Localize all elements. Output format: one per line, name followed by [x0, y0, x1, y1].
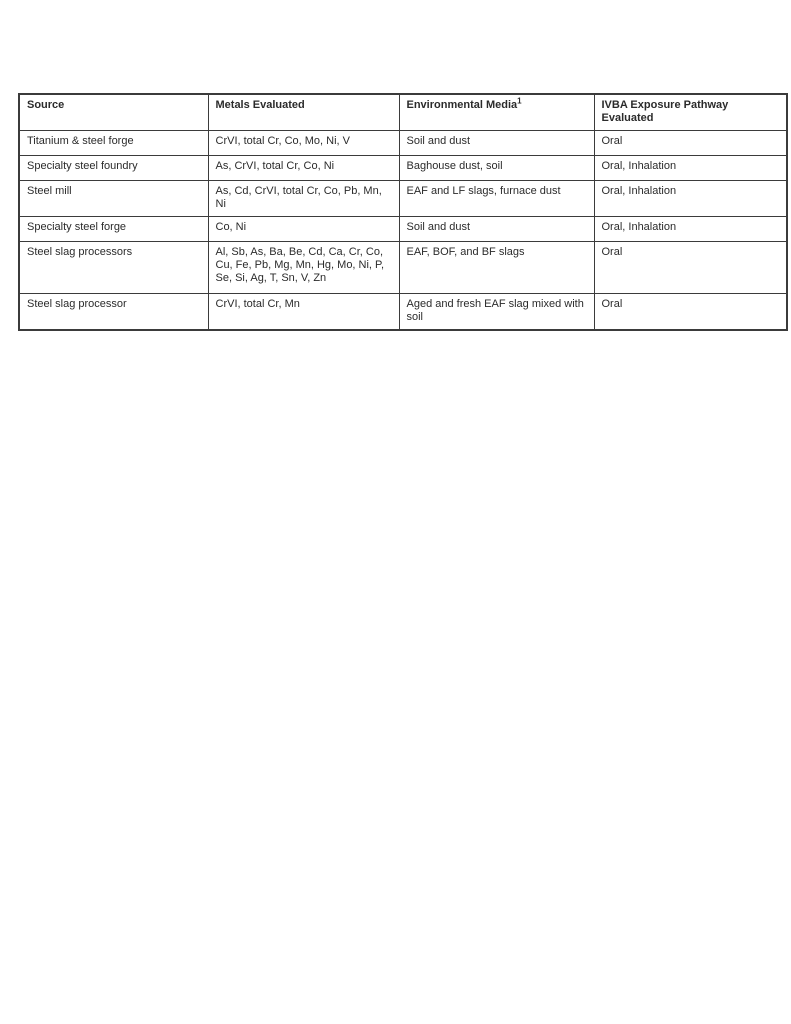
cell-metals-evaluated: Al, Sb, As, Ba, Be, Cd, Ca, Cr, Co, Cu, Fe, Pb, Mg, Mn, Hg, Mo, Ni, P, Se, Si, Ag, T, Sn, V, Zn	[208, 242, 399, 294]
cell-exposure-pathway: Oral	[594, 294, 787, 331]
cell-source: Specialty steel forge	[19, 217, 208, 242]
column-header-environmental-media	[399, 94, 594, 131]
footnote-marker: 1	[517, 96, 522, 106]
cell-source: Steel slag processor	[19, 294, 208, 331]
column-header-ivba-exposure-pathway	[594, 94, 787, 131]
table-row	[19, 131, 787, 156]
cell-metals-evaluated: CrVI, total Cr, Co, Mo, Ni, V	[208, 131, 399, 156]
table-header-row	[19, 94, 787, 131]
table-row	[19, 294, 787, 331]
cell-source: Steel mill	[19, 181, 208, 217]
cell-exposure-pathway: Oral	[594, 131, 787, 156]
cell-environmental-media: Baghouse dust, soil	[399, 156, 594, 181]
cell-source: Specialty steel foundry	[19, 156, 208, 181]
cell-exposure-pathway: Oral, Inhalation	[594, 181, 787, 217]
cell-exposure-pathway: Oral, Inhalation	[594, 156, 787, 181]
cell-metals-evaluated: As, CrVI, total Cr, Co, Ni	[208, 156, 399, 181]
cell-environmental-media: Soil and dust	[399, 217, 594, 242]
cell-exposure-pathway: Oral	[594, 242, 787, 294]
table-row	[19, 217, 787, 242]
cell-environmental-media: EAF, BOF, and BF slags	[399, 242, 594, 294]
cell-metals-evaluated: As, Cd, CrVI, total Cr, Co, Pb, Mn, Ni	[208, 181, 399, 217]
cell-environmental-media: EAF and LF slags, furnace dust	[399, 181, 594, 217]
cell-environmental-media: Soil and dust	[399, 131, 594, 156]
cell-source: Steel slag processors	[19, 242, 208, 294]
column-header-label: IVBA Exposure Pathway Evaluated	[601, 99, 729, 124]
table-row	[19, 156, 787, 181]
exposure-study-table	[18, 93, 788, 331]
cell-metals-evaluated: Co, Ni	[208, 217, 399, 242]
column-header-label: Source	[27, 99, 65, 111]
cell-source: Titanium & steel forge	[19, 131, 208, 156]
table-row	[19, 181, 787, 217]
cell-environmental-media: Aged and fresh EAF slag mixed with soil	[399, 294, 594, 331]
cell-exposure-pathway: Oral, Inhalation	[594, 217, 787, 242]
column-header-label: Metals Evaluated	[215, 99, 305, 111]
table-row	[19, 242, 787, 294]
column-header-source	[19, 94, 208, 131]
column-header-label: Environmental Media	[406, 99, 518, 111]
cell-metals-evaluated: CrVI, total Cr, Mn	[208, 294, 399, 331]
column-header-metals-evaluated	[208, 94, 399, 131]
